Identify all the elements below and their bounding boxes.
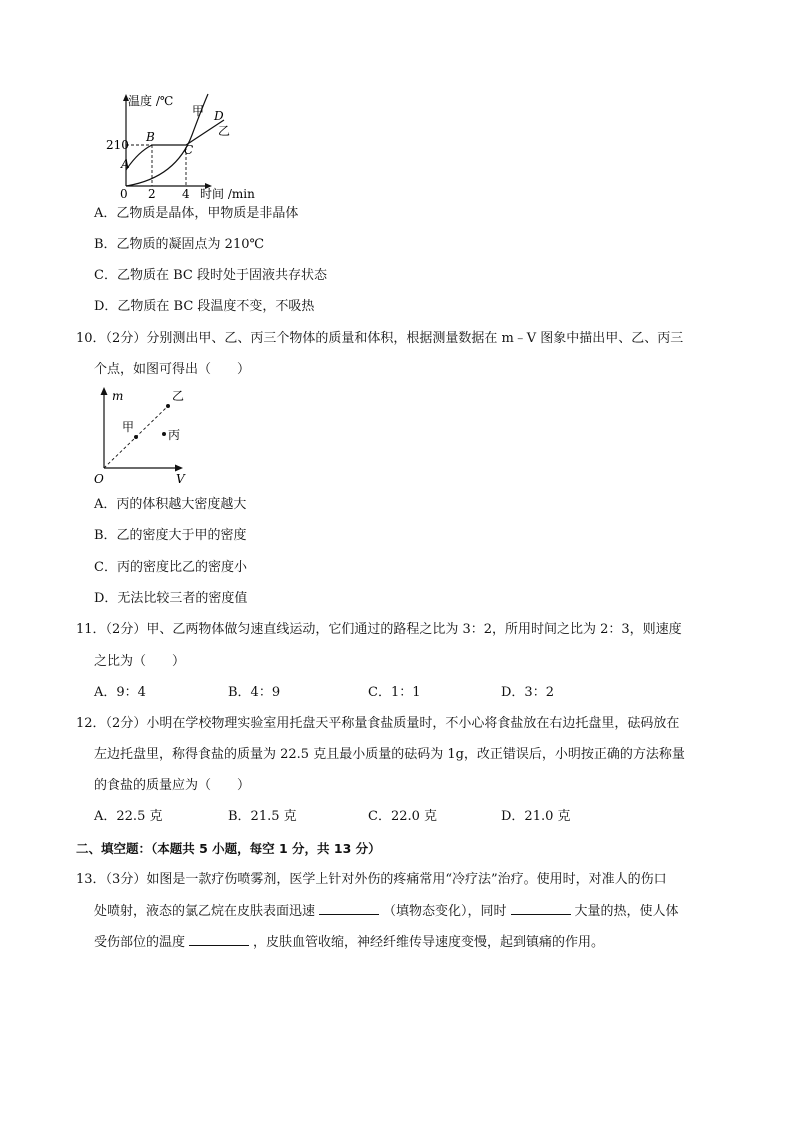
q10-option-a: A．丙的体积越大密度越大 xyxy=(94,497,247,512)
label-b: B xyxy=(146,130,155,144)
temperature-time-graph xyxy=(106,90,276,202)
point-jia xyxy=(134,435,138,439)
q11-option-a: A．9：4 xyxy=(94,685,146,700)
label-bing: 丙 xyxy=(168,428,181,442)
q10-stem-line2: 个点，如图可得出（ ） xyxy=(94,362,251,377)
q12-option-d: D．21.0 克 xyxy=(501,809,571,824)
q13-stem-line2 xyxy=(94,902,679,921)
x-tick-0: 0 xyxy=(120,187,128,201)
label-c: C xyxy=(184,143,194,157)
point-yi xyxy=(166,404,170,408)
label-yi: 乙 xyxy=(218,124,231,138)
point-bing xyxy=(162,432,166,436)
q13-stem-line1: 13．（3分）如图是一款疗伤喷雾剂，医学上针对外伤的疼痛常用“冷疗法”治疗。使用时，对准人的伤口 xyxy=(76,872,667,887)
q13-line3-part2: ，皮肤血管收缩，神经纤维传导速度变慢，起到镇痛的作用。 xyxy=(253,935,605,950)
q9-option-b: B．乙物质的凝固点为 210℃ xyxy=(94,237,265,252)
v-axis-arrow xyxy=(175,465,183,472)
q13-blank-1[interactable] xyxy=(319,902,379,915)
q11-stem-line1: 11．（2分）甲、乙两物体做匀速直线运动，它们通过的路程之比为 3：2，所用时间之比为 2：3，则速度 xyxy=(76,622,682,637)
y-value-210: 210 xyxy=(106,138,129,152)
label-jia: 甲 xyxy=(192,104,205,118)
q10-option-d: D．无法比较三者的密度值 xyxy=(94,591,248,606)
q10-option-b: B．乙的密度大于甲的密度 xyxy=(94,528,247,543)
m-axis-arrow xyxy=(101,387,108,395)
q9-option-d: D．乙物质在 BC 段温度不变，不吸热 xyxy=(94,299,315,314)
label-jia: 甲 xyxy=(122,420,135,434)
q11-stem-line2: 之比为（ ） xyxy=(94,654,186,669)
q10-option-c: C．丙的密度比乙的密度小 xyxy=(94,560,247,575)
label-yi: 乙 xyxy=(172,389,185,403)
m-axis-label: m xyxy=(112,389,124,403)
y-axis-label: 温度 /℃ xyxy=(128,94,174,108)
q12-stem-line1: 12．（2分）小明在学校物理实验室用托盘天平称量食盐质量时，不小心将食盐放在右边托盘里，砝码放在 xyxy=(76,716,680,731)
q13-line2-part1: 处喷射，液态的氯乙烷在皮肤表面迅速 xyxy=(94,904,316,919)
label-a: A xyxy=(121,157,130,171)
origin-label: O xyxy=(94,472,104,486)
q13-blank-2[interactable] xyxy=(511,902,571,915)
q13-line2-part2: （填物态变化），同时 xyxy=(383,904,507,919)
x-tick-2: 2 xyxy=(148,187,156,201)
q12-stem-line3: 的食盐的质量应为（ ） xyxy=(94,778,251,793)
q13-line3-part1: 受伤部位的温度 xyxy=(94,935,186,950)
x-axis-label: 时间 /min xyxy=(200,187,255,201)
x-tick-4: 4 xyxy=(182,187,190,201)
q13-stem-line3 xyxy=(94,933,604,952)
q12-option-b: B．21.5 克 xyxy=(228,809,297,824)
q11-option-d: D．3：2 xyxy=(501,685,554,700)
label-d: D xyxy=(214,109,224,123)
q9-option-c: C．乙物质在 BC 段时处于固液共存状态 xyxy=(94,268,327,283)
q12-stem-line2: 左边托盘里，称得食盐的质量为 22.5 克且最小质量的砝码为 1g，改正错误后，小明按正确的方法称量 xyxy=(94,747,685,762)
q12-option-c: C．22.0 克 xyxy=(368,809,438,824)
v-axis-label: V xyxy=(176,472,185,486)
q13-line2-part3: 大量的热，使人体 xyxy=(574,904,679,919)
q11-option-b: B．4：9 xyxy=(228,685,281,700)
q11-option-c: C．1：1 xyxy=(368,685,421,700)
mass-volume-graph xyxy=(92,384,202,488)
q10-stem-line1: 10．（2分）分别测出甲、乙、丙三个物体的质量和体积，根据测量数据在 m﹣V 图象中描出甲、乙、丙三 xyxy=(76,331,684,346)
q12-option-a: A．22.5 克 xyxy=(94,809,163,824)
section-2-title: 二、填空题：（本题共 5 小题，每空 1 分，共 13 分） xyxy=(76,841,381,856)
q9-option-a: A．乙物质是晶体，甲物质是非晶体 xyxy=(94,206,299,221)
q13-blank-3[interactable] xyxy=(189,933,249,946)
